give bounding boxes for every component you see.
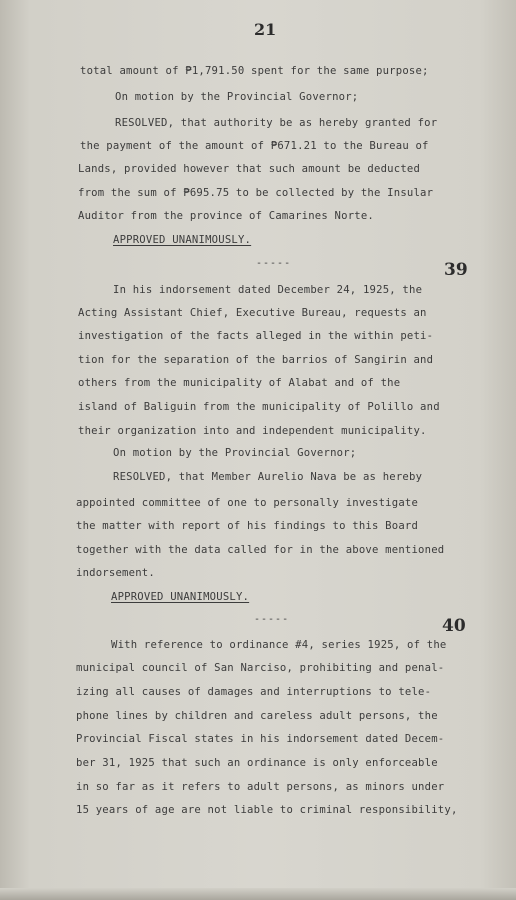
text-line: 15 years of age are not liable to criminal responsibility, [76,804,458,816]
text-line: ber 31, 1925 that such an ordinance is only enforceable [76,757,438,769]
text-line: their organization into and independent municipality. [78,425,427,437]
text-line: in so far as it refers to adult persons, as minors under [76,781,445,793]
text-line: from the sum of ₱695.75 to be collected by the Insular [78,187,434,199]
text-line: On motion by the Provincial Governor; [113,447,357,459]
text-line: the payment of the amount of ₱671.21 to the Bureau of [80,140,429,152]
text-line: total amount of ₱1,791.50 spent for the same purpose; [80,65,429,77]
text-line: island of Baliguin from the municipality of Polillo and [78,401,440,413]
text-line: others from the municipality of Alabat and of the [78,377,401,389]
text-line: In his indorsement dated December 24, 1925, the [113,284,423,296]
item-number-40: 40 [442,616,466,636]
text-line: RESOLVED, that Member Aurelio Nava be as hereby [113,471,423,483]
text-line: municipal council of San Narciso, prohibiting and penal- [76,662,445,674]
text-line: appointed committee of one to personally investigate [76,497,419,509]
approved-statement: APPROVED UNANIMOUSLY. [111,591,250,603]
text-line: investigation of the facts alleged in the within peti- [78,330,434,342]
text-line: together with the data called for in the above mentioned [76,544,445,556]
text-line: izing all causes of damages and interruptions to tele- [76,686,432,698]
text-line: Auditor from the province of Camarines Norte. [78,210,375,222]
text-line: Lands, provided however that such amount be deducted [78,163,421,175]
page-number: 21 [254,20,277,39]
separator: ----- [254,614,290,625]
text-line: RESOLVED, that authority be as hereby granted for [115,117,438,129]
text-line: phone lines by children and careless adult persons, the [76,710,438,722]
text-line: indorsement. [76,567,155,579]
text-line: With reference to ordinance #4, series 1925, of the [111,639,447,651]
text-line: Acting Assistant Chief, Executive Bureau, requests an [78,307,427,319]
text-line: the matter with report of his findings to this Board [76,520,419,532]
approved-statement: APPROVED UNANIMOUSLY. [113,234,252,246]
page-bottom-edge [0,888,516,900]
text-line: On motion by the Provincial Governor; [115,91,359,103]
text-line: tion for the separation of the barrios of Sangirin and [78,354,434,366]
item-number-39: 39 [444,260,468,280]
text-line: Provincial Fiscal states in his indorsement dated Decem- [76,733,445,745]
separator: ----- [256,258,292,269]
